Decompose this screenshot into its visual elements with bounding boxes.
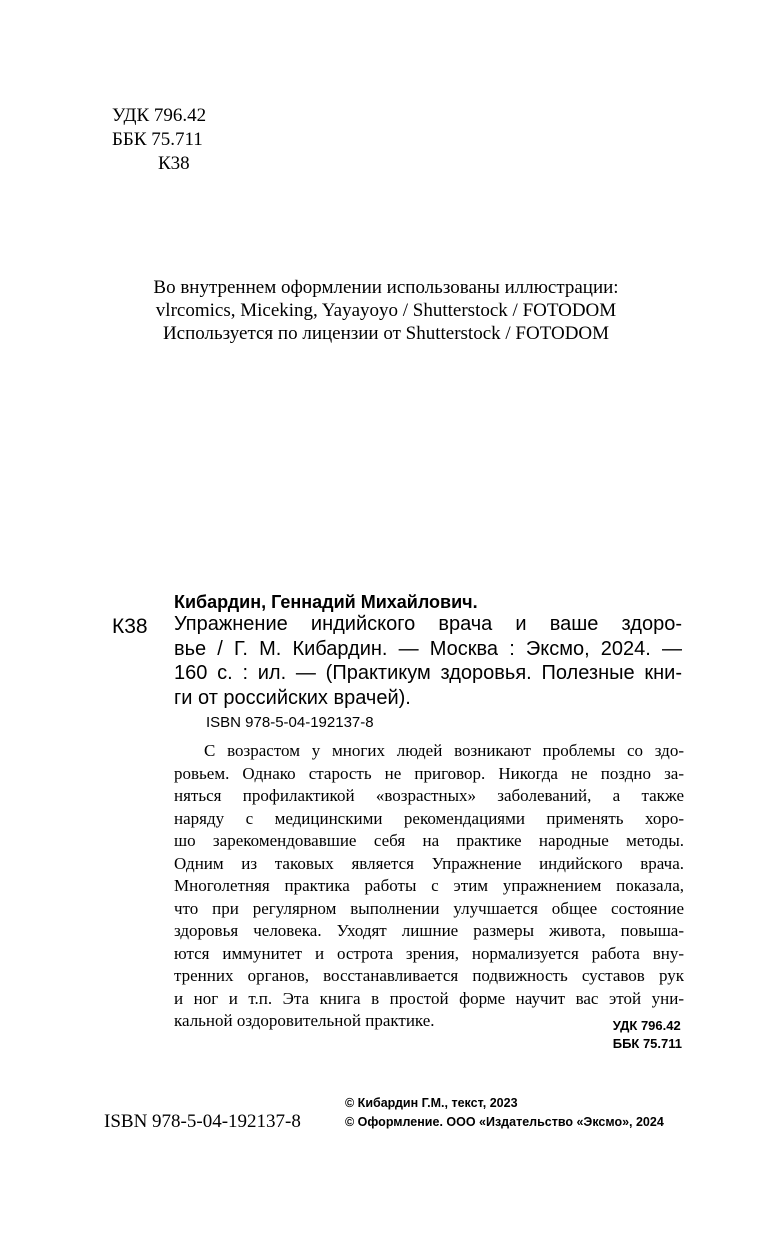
udk-code: УДК 796.42 (112, 105, 207, 126)
classification-codes (112, 104, 206, 176)
bibliographic-isbn: ISBN 978-5-04-192137-8 (206, 714, 374, 731)
bibliographic-description (174, 612, 682, 710)
bibliographic-line: ги от российских врачей). (174, 686, 411, 709)
author-name: Кибардин, Геннадий Михайлович. (174, 592, 478, 612)
copyright-block (345, 1094, 664, 1132)
bibliographic-line: Упражнение индийского врача и ваше здоро- (174, 613, 682, 635)
bibliographic-line: вье / Г. М. Кибардин. — Москва : Эксмо, 2024. — (174, 637, 682, 660)
annotation-line: С возрастом у многих людей возникают проблемы со здо- (204, 741, 684, 760)
footer-isbn: ISBN 978-5-04-192137-8 (104, 1111, 301, 1132)
annotation-line: ются иммунитет и острота зрения, нормализуется работа вну- (174, 943, 684, 963)
annotation-line: Многолетняя практика работы с этим упражнением показала, (174, 876, 684, 895)
annotation-line: Одним из таковых является Упражнение индийского врача. (174, 853, 684, 873)
annotation-line: и ног и т.п. Эта книга в простой форме научит вас этой уни- (174, 988, 684, 1008)
annotation-codes (613, 1017, 682, 1053)
annotation-line: тренних органов, восстанавливается подвижность суставов рук (174, 966, 684, 985)
annotation-line: ровьем. Однако старость не приговор. Никогда не поздно за- (174, 763, 684, 783)
annotation-bbk: ББК 75.711 (612, 1036, 682, 1051)
credits-line: vlrcomics, Miceking, Yayayoyo / Shutterstock / FOTODOM (155, 300, 617, 321)
annotation-line: няться профилактикой «возрастных» заболеваний, а также (174, 786, 684, 805)
annotation-line: что при регулярном выполнении улучшается общее состояние (174, 898, 684, 918)
credits-line: Используется по лицензии от Shutterstock / FOTODOM (162, 323, 610, 344)
bibliographic-author-mark: К38 (112, 615, 148, 638)
illustration-credits (96, 276, 676, 345)
annotation-line: кальной оздоровительной практике. (174, 1011, 435, 1030)
bibliographic-line: 160 с. : ил. — (Практикум здоровья. Полезные кни- (174, 662, 682, 684)
copyright-text: © Кибардин Г.М., текст, 2023 (345, 1096, 518, 1110)
credits-line: Во внутреннем оформлении использованы иллюстрации: (153, 277, 619, 298)
bbk-code: ББК 75.711 (112, 129, 203, 150)
annotation-udk: УДК 796.42 (612, 1018, 681, 1033)
annotation-line: шо зарекомендовавшие себя на практике народные методы. (174, 831, 684, 850)
annotation (174, 740, 684, 1033)
annotation-line: здоровья человека. Уходят лишние размеры живота, повыша- (174, 921, 684, 940)
author-mark: К38 (158, 153, 190, 174)
annotation-line: наряду с медицинскими рекомендациями применять хоро- (174, 808, 684, 828)
copyright-design: © Оформление. ООО «Издательство «Эксмо», 2024 (345, 1115, 664, 1129)
